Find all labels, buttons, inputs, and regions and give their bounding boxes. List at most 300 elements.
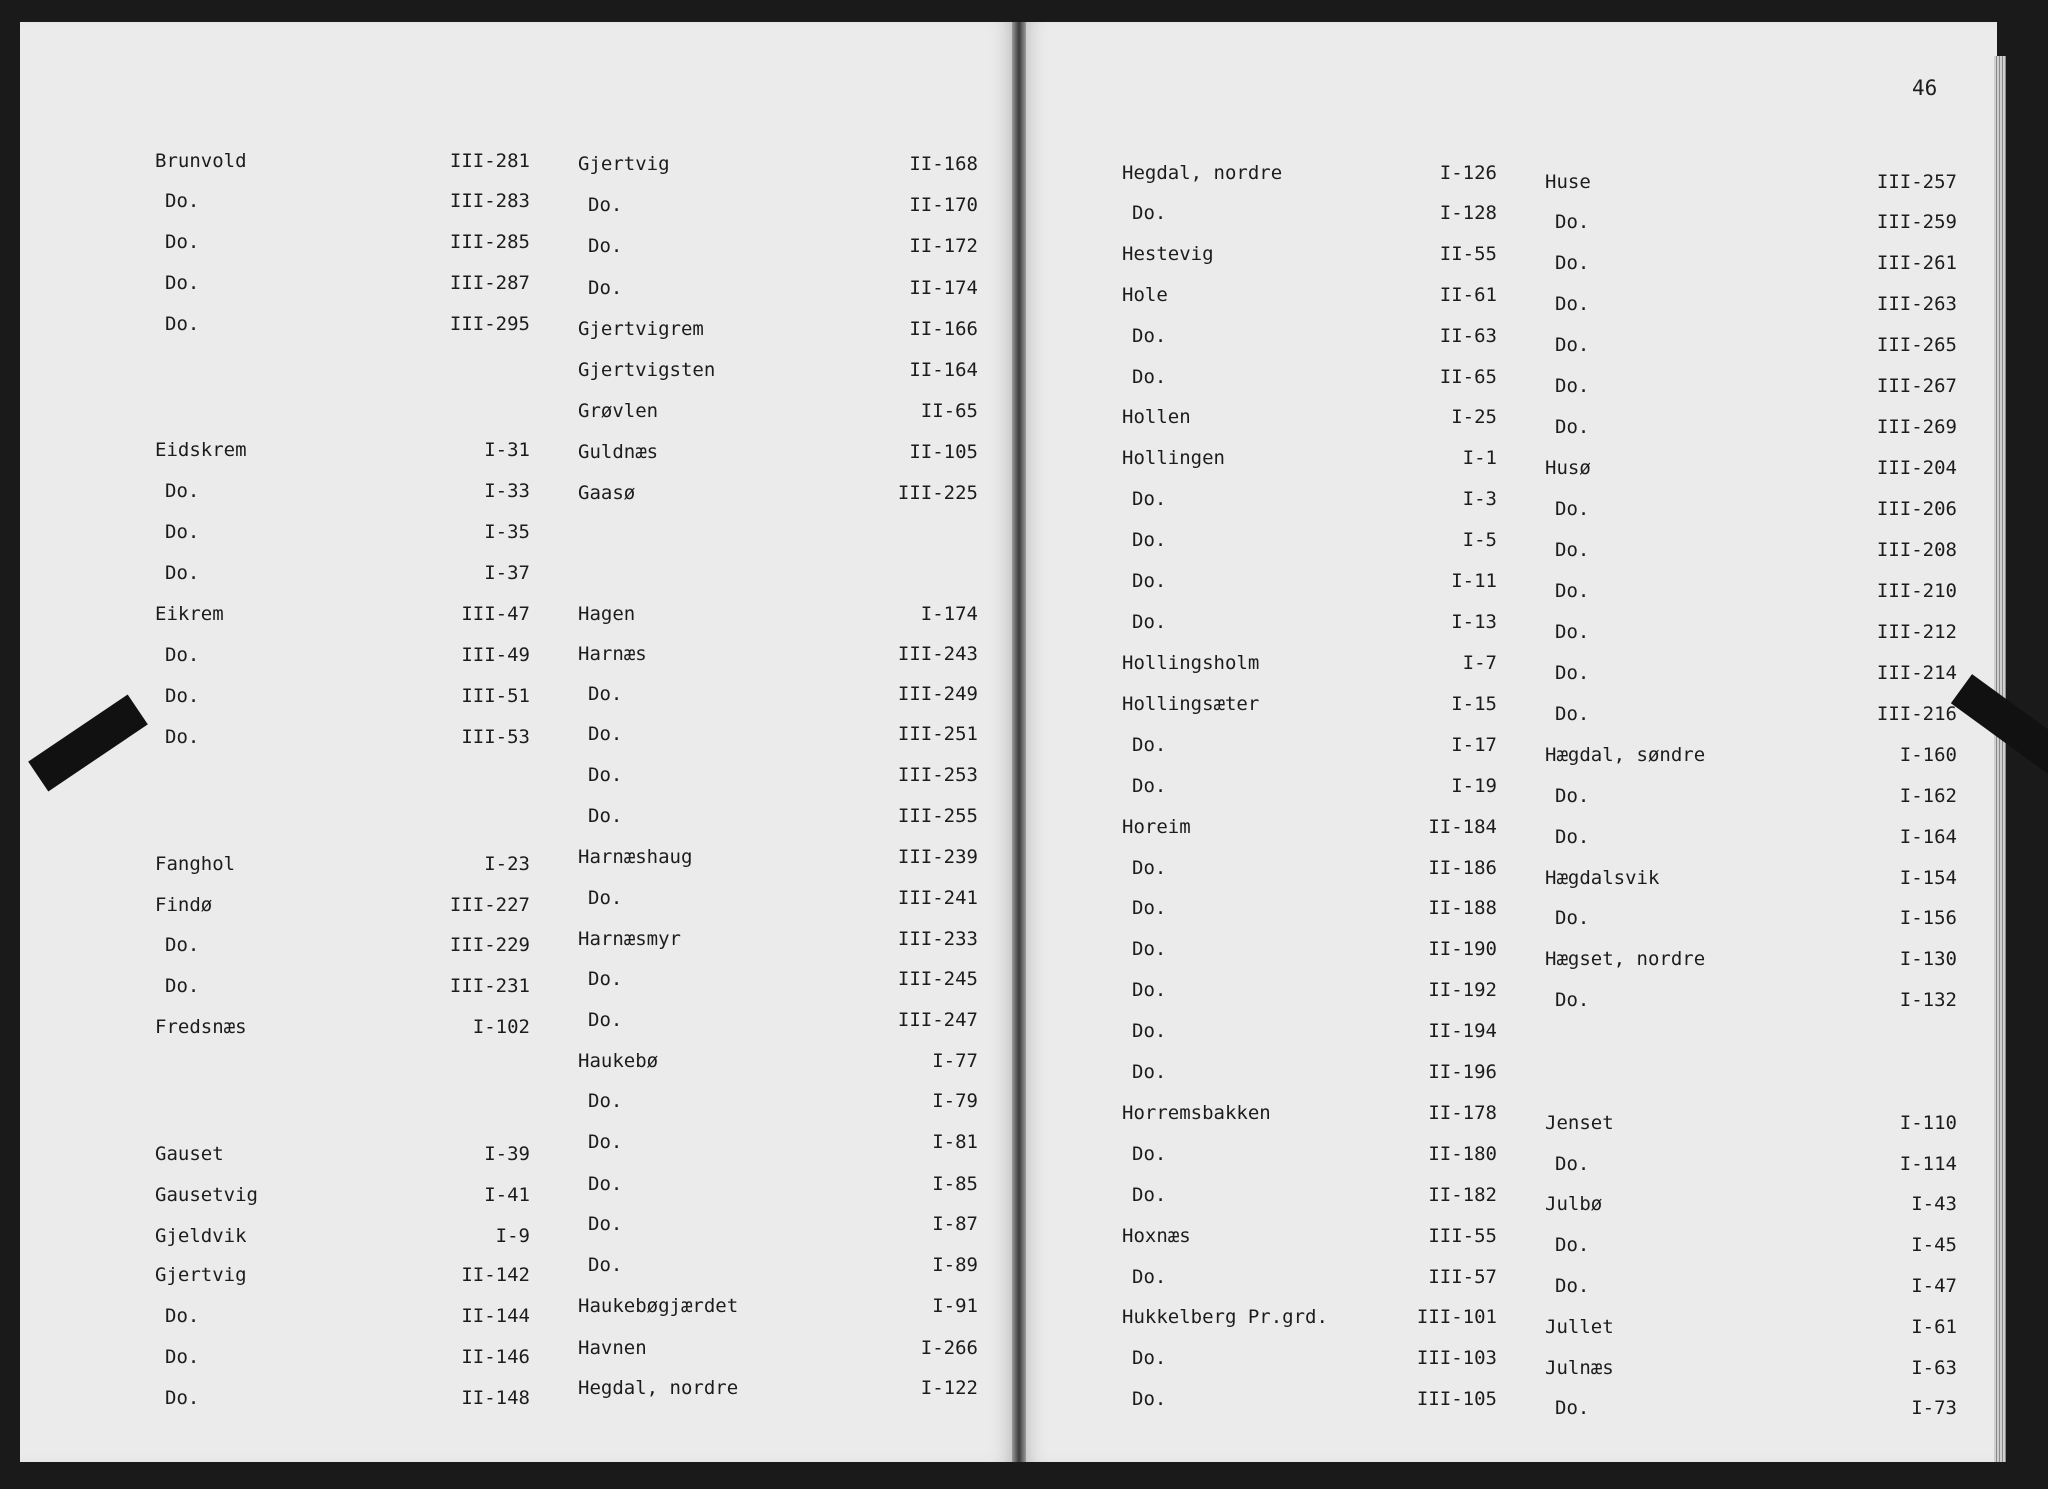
- entry-name: Hoxnæs: [1122, 1225, 1191, 1247]
- index-entry: [1122, 570, 1497, 596]
- index-entry: [1122, 1388, 1497, 1414]
- entry-name: Do.: [165, 480, 200, 502]
- entry-reference: I-114: [1899, 1153, 1957, 1175]
- entry-name: Do.: [1555, 662, 1590, 684]
- entry-reference: III-206: [1876, 498, 1957, 520]
- entry-reference: III-216: [1876, 703, 1957, 725]
- index-entry: [1545, 744, 1957, 770]
- index-entry: [155, 1016, 530, 1042]
- entry-name: Do.: [588, 1009, 623, 1031]
- index-entry: [1545, 252, 1957, 278]
- page-number: 46: [1912, 76, 1938, 100]
- entry-reference: I-132: [1899, 989, 1957, 1011]
- index-entry: [155, 313, 530, 339]
- index-entry: [155, 480, 530, 506]
- entry-name: Do.: [165, 1346, 200, 1368]
- index-entry: [1545, 375, 1957, 401]
- entry-reference: III-214: [1876, 662, 1957, 684]
- entry-name: Jullet: [1545, 1316, 1614, 1338]
- index-entry: [1545, 211, 1957, 237]
- index-entry: [1122, 447, 1497, 473]
- entry-name: Do.: [1555, 907, 1590, 929]
- entry-name: Harnæshaug: [578, 846, 693, 868]
- entry-name: Findø: [155, 894, 213, 916]
- entry-reference: II-105: [909, 441, 978, 463]
- entry-name: Gjeldvik: [155, 1225, 247, 1247]
- index-entry: [1545, 416, 1957, 442]
- entry-reference: I-63: [1911, 1357, 1957, 1379]
- entry-reference: III-259: [1876, 211, 1957, 233]
- entry-reference: I-126: [1439, 162, 1497, 184]
- entry-name: Do.: [1132, 1388, 1167, 1410]
- entry-name: Do.: [1132, 1347, 1167, 1369]
- entry-reference: II-182: [1428, 1184, 1497, 1206]
- entry-reference: I-39: [484, 1143, 530, 1165]
- index-entry: [1122, 1102, 1497, 1128]
- index-entry: [1122, 1020, 1497, 1046]
- index-entry: [1545, 1193, 1957, 1219]
- entry-name: Do.: [1555, 1397, 1590, 1419]
- index-entry: [1545, 989, 1957, 1015]
- entry-reference: I-130: [1899, 948, 1957, 970]
- entry-name: Harnæs: [578, 643, 647, 665]
- entry-reference: I-35: [484, 521, 530, 543]
- entry-reference: I-31: [484, 439, 530, 461]
- index-entry: [1122, 652, 1497, 678]
- entry-reference: I-128: [1439, 202, 1497, 224]
- index-entry: [1122, 734, 1497, 760]
- entry-reference: I-91: [932, 1295, 978, 1317]
- entry-name: Do.: [1555, 498, 1590, 520]
- index-entry: [1545, 580, 1957, 606]
- entry-reference: I-45: [1911, 1234, 1957, 1256]
- index-entry: [155, 1143, 530, 1169]
- entry-reference: III-210: [1876, 580, 1957, 602]
- index-entry: [1545, 867, 1957, 893]
- index-entry: [578, 968, 978, 994]
- entry-reference: I-61: [1911, 1316, 1957, 1338]
- entry-reference: I-81: [932, 1131, 978, 1153]
- index-entry: [155, 521, 530, 547]
- entry-name: Gaasø: [578, 482, 636, 504]
- index-entry: [578, 805, 978, 831]
- index-entry: [155, 644, 530, 670]
- index-entry: [578, 643, 978, 669]
- entry-name: Jenset: [1545, 1112, 1614, 1134]
- index-entry: [1545, 539, 1957, 565]
- index-entry: [1122, 979, 1497, 1005]
- entry-reference: II-192: [1428, 979, 1497, 1001]
- entry-name: Fanghol: [155, 853, 236, 875]
- entry-reference: I-160: [1899, 744, 1957, 766]
- entry-name: Do.: [165, 272, 200, 294]
- entry-reference: I-89: [932, 1254, 978, 1276]
- entry-reference: I-9: [495, 1225, 530, 1247]
- index-entry: [578, 359, 978, 385]
- entry-name: Do.: [588, 1131, 623, 1153]
- entry-reference: III-247: [897, 1009, 978, 1031]
- entry-name: Husø: [1545, 457, 1591, 479]
- entry-name: Do.: [1132, 1266, 1167, 1288]
- index-entry: [155, 685, 530, 711]
- entry-reference: I-15: [1451, 693, 1497, 715]
- entry-name: Do.: [1555, 375, 1590, 397]
- entry-name: Eikrem: [155, 603, 224, 625]
- index-entry: [1122, 202, 1497, 228]
- entry-name: Hestevig: [1122, 243, 1214, 265]
- entry-name: Hollingsæter: [1122, 693, 1260, 715]
- entry-reference: I-87: [932, 1213, 978, 1235]
- entry-name: Do.: [1555, 621, 1590, 643]
- index-entry: [578, 1254, 978, 1280]
- index-entry: [1122, 243, 1497, 269]
- index-entry: [578, 318, 978, 344]
- entry-reference: III-269: [1876, 416, 1957, 438]
- index-entry: [155, 1225, 530, 1251]
- entry-name: Do.: [1132, 857, 1167, 879]
- entry-reference: III-208: [1876, 539, 1957, 561]
- entry-reference: III-267: [1876, 375, 1957, 397]
- entry-reference: III-241: [897, 887, 978, 909]
- entry-reference: II-196: [1428, 1061, 1497, 1083]
- index-entry: [1545, 1357, 1957, 1383]
- entry-reference: II-184: [1428, 816, 1497, 838]
- entry-name: Do.: [1132, 734, 1167, 756]
- entry-name: Do.: [1132, 325, 1167, 347]
- entry-name: Do.: [165, 644, 200, 666]
- index-entry: [1122, 611, 1497, 637]
- entry-reference: III-227: [449, 894, 530, 916]
- index-entry: [1122, 1266, 1497, 1292]
- index-entry: [155, 934, 530, 960]
- entry-name: Haukebø: [578, 1050, 659, 1072]
- index-entry: [1545, 1397, 1957, 1423]
- entry-reference: I-25: [1451, 406, 1497, 428]
- index-entry: [1122, 162, 1497, 188]
- entry-name: Do.: [588, 1173, 623, 1195]
- entry-name: Do.: [1555, 989, 1590, 1011]
- entry-reference: III-265: [1876, 334, 1957, 356]
- entry-reference: I-13: [1451, 611, 1497, 633]
- entry-reference: II-142: [461, 1264, 530, 1286]
- entry-name: Horeim: [1122, 816, 1191, 838]
- entry-name: Do.: [588, 1090, 623, 1112]
- entry-name: Do.: [1555, 211, 1590, 233]
- entry-reference: II-63: [1439, 325, 1497, 347]
- entry-reference: II-170: [909, 194, 978, 216]
- index-entry: [155, 150, 530, 176]
- index-entry: [578, 603, 978, 629]
- entry-reference: II-180: [1428, 1143, 1497, 1165]
- index-entry: [1122, 1225, 1497, 1251]
- entry-reference: III-105: [1416, 1388, 1497, 1410]
- entry-reference: III-49: [461, 644, 530, 666]
- entry-name: Do.: [1555, 416, 1590, 438]
- entry-reference: III-283: [449, 190, 530, 212]
- index-entry: [1545, 785, 1957, 811]
- entry-reference: II-65: [1439, 366, 1497, 388]
- entry-name: Hægset, nordre: [1545, 948, 1706, 970]
- index-entry: [155, 1264, 530, 1290]
- entry-name: Horremsbakken: [1122, 1102, 1271, 1124]
- index-entry: [578, 1295, 978, 1321]
- entry-name: Do.: [165, 313, 200, 335]
- entry-reference: I-37: [484, 562, 530, 584]
- entry-reference: III-287: [449, 272, 530, 294]
- entry-reference: I-33: [484, 480, 530, 502]
- entry-name: Huse: [1545, 171, 1591, 193]
- entry-name: Do.: [1555, 580, 1590, 602]
- index-entry: [1122, 488, 1497, 514]
- page-edge: [1994, 56, 2006, 1462]
- index-entry: [155, 726, 530, 752]
- entry-name: Hægdalsvik: [1545, 867, 1660, 889]
- entry-reference: II-164: [909, 359, 978, 381]
- entry-reference: III-255: [897, 805, 978, 827]
- entry-name: Do.: [1555, 1234, 1590, 1256]
- entry-reference: III-285: [449, 231, 530, 253]
- index-entry: [155, 272, 530, 298]
- entry-name: Do.: [1555, 539, 1590, 561]
- entry-name: Hollingen: [1122, 447, 1225, 469]
- entry-name: Julbø: [1545, 1193, 1603, 1215]
- index-entry: [155, 190, 530, 216]
- index-entry: [578, 1213, 978, 1239]
- index-entry: [578, 887, 978, 913]
- entry-name: Do.: [165, 562, 200, 584]
- index-entry: [1122, 1143, 1497, 1169]
- entry-name: Brunvold: [155, 150, 247, 172]
- index-entry: [1545, 621, 1957, 647]
- index-entry: [1122, 325, 1497, 351]
- index-entry: [578, 1173, 978, 1199]
- entry-name: Do.: [1132, 611, 1167, 633]
- entry-reference: I-122: [920, 1377, 978, 1399]
- entry-name: Do.: [1132, 1061, 1167, 1083]
- entry-reference: I-1: [1462, 447, 1497, 469]
- entry-reference: I-3: [1462, 488, 1497, 510]
- entry-reference: III-57: [1428, 1266, 1497, 1288]
- entry-name: Do.: [165, 726, 200, 748]
- index-entry: [155, 231, 530, 257]
- entry-name: Do.: [1132, 938, 1167, 960]
- entry-name: Do.: [1132, 529, 1167, 551]
- entry-reference: I-174: [920, 603, 978, 625]
- entry-reference: II-168: [909, 153, 978, 175]
- entry-name: Do.: [1555, 252, 1590, 274]
- entry-reference: I-266: [920, 1337, 978, 1359]
- entry-reference: III-249: [897, 683, 978, 705]
- entry-name: Do.: [165, 685, 200, 707]
- entry-reference: III-239: [897, 846, 978, 868]
- index-entry: [155, 1346, 530, 1372]
- entry-reference: III-204: [1876, 457, 1957, 479]
- entry-name: Hollen: [1122, 406, 1191, 428]
- index-entry: [1545, 293, 1957, 319]
- index-entry: [578, 153, 978, 179]
- index-entry: [155, 603, 530, 629]
- entry-reference: I-5: [1462, 529, 1497, 551]
- entry-name: Do.: [588, 887, 623, 909]
- entry-name: Hegdal, nordre: [578, 1377, 739, 1399]
- entry-reference: II-186: [1428, 857, 1497, 879]
- index-entry: [578, 277, 978, 303]
- entry-name: Gjertvigrem: [578, 318, 704, 340]
- entry-name: Do.: [165, 521, 200, 543]
- entry-reference: III-251: [897, 723, 978, 745]
- entry-name: Do.: [1555, 1153, 1590, 1175]
- index-entry: [1545, 826, 1957, 852]
- index-entry: [1122, 816, 1497, 842]
- index-entry: [155, 1184, 530, 1210]
- entry-reference: II-188: [1428, 897, 1497, 919]
- index-entry: [155, 894, 530, 920]
- entry-name: Fredsnæs: [155, 1016, 247, 1038]
- index-entry: [1122, 775, 1497, 801]
- entry-reference: II-194: [1428, 1020, 1497, 1042]
- entry-reference: III-233: [897, 928, 978, 950]
- index-entry: [578, 194, 978, 220]
- entry-reference: II-65: [920, 400, 978, 422]
- index-entry: [578, 723, 978, 749]
- entry-name: Gjertvigsten: [578, 359, 716, 381]
- entry-reference: III-47: [461, 603, 530, 625]
- entry-name: Hollingsholm: [1122, 652, 1260, 674]
- entry-name: Do.: [588, 194, 623, 216]
- index-entry: [578, 482, 978, 508]
- entry-name: Do.: [588, 235, 623, 257]
- book-spine: [1012, 22, 1026, 1462]
- index-entry: [155, 1305, 530, 1331]
- entry-reference: II-172: [909, 235, 978, 257]
- index-entry: [1545, 1153, 1957, 1179]
- index-entry: [1122, 1306, 1497, 1332]
- entry-reference: III-229: [449, 934, 530, 956]
- entry-name: Hagen: [578, 603, 636, 625]
- entry-reference: II-178: [1428, 1102, 1497, 1124]
- entry-reference: III-212: [1876, 621, 1957, 643]
- entry-name: Do.: [1132, 366, 1167, 388]
- index-entry: [578, 1009, 978, 1035]
- entry-name: Do.: [165, 190, 200, 212]
- entry-name: Gjertvig: [578, 153, 670, 175]
- index-entry: [155, 1387, 530, 1413]
- index-entry: [578, 764, 978, 790]
- index-entry: [578, 683, 978, 709]
- index-entry: [578, 1050, 978, 1076]
- entry-reference: III-295: [449, 313, 530, 335]
- entry-name: Do.: [1555, 334, 1590, 356]
- index-entry: [1545, 703, 1957, 729]
- index-entry: [1545, 334, 1957, 360]
- index-entry: [1122, 406, 1497, 432]
- index-entry: [1545, 171, 1957, 197]
- entry-name: Do.: [588, 805, 623, 827]
- entry-name: Do.: [1555, 703, 1590, 725]
- entry-reference: II-166: [909, 318, 978, 340]
- index-entry: [1545, 1316, 1957, 1342]
- entry-name: Do.: [1132, 1143, 1167, 1165]
- index-entry: [1545, 1112, 1957, 1138]
- entry-name: Do.: [1555, 826, 1590, 848]
- entry-reference: I-77: [932, 1050, 978, 1072]
- index-entry: [1122, 1061, 1497, 1087]
- entry-reference: III-263: [1876, 293, 1957, 315]
- entry-name: Eidskrem: [155, 439, 247, 461]
- index-entry: [1122, 897, 1497, 923]
- entry-name: Guldnæs: [578, 441, 659, 463]
- index-entry: [1545, 948, 1957, 974]
- index-entry: [1545, 1234, 1957, 1260]
- entry-reference: III-103: [1416, 1347, 1497, 1369]
- entry-reference: III-101: [1416, 1306, 1497, 1328]
- entry-name: Do.: [588, 764, 623, 786]
- index-entry: [155, 853, 530, 879]
- entry-reference: II-61: [1439, 284, 1497, 306]
- index-entry: [578, 846, 978, 872]
- entry-reference: II-174: [909, 277, 978, 299]
- entry-name: Haukebøgjærdet: [578, 1295, 739, 1317]
- entry-reference: I-154: [1899, 867, 1957, 889]
- entry-reference: II-190: [1428, 938, 1497, 960]
- entry-reference: III-261: [1876, 252, 1957, 274]
- index-entry: [578, 235, 978, 261]
- entry-reference: I-17: [1451, 734, 1497, 756]
- entry-reference: III-53: [461, 726, 530, 748]
- entry-reference: III-253: [897, 764, 978, 786]
- entry-reference: I-41: [484, 1184, 530, 1206]
- entry-reference: I-110: [1899, 1112, 1957, 1134]
- entry-reference: I-79: [932, 1090, 978, 1112]
- entry-reference: I-11: [1451, 570, 1497, 592]
- entry-reference: I-47: [1911, 1275, 1957, 1297]
- entry-name: Do.: [1132, 1020, 1167, 1042]
- entry-name: Gauset: [155, 1143, 224, 1165]
- entry-name: Do.: [1555, 785, 1590, 807]
- index-entry: [1545, 662, 1957, 688]
- entry-name: Do.: [1132, 570, 1167, 592]
- entry-reference: I-102: [472, 1016, 530, 1038]
- index-entry: [578, 1377, 978, 1403]
- index-entry: [1122, 366, 1497, 392]
- entry-reference: I-43: [1911, 1193, 1957, 1215]
- entry-name: Do.: [588, 1213, 623, 1235]
- index-entry: [1122, 284, 1497, 310]
- entry-name: Do.: [588, 683, 623, 705]
- index-entry: [1545, 457, 1957, 483]
- entry-reference: III-281: [449, 150, 530, 172]
- index-entry: [578, 1090, 978, 1116]
- index-entry: [1545, 907, 1957, 933]
- entry-name: Do.: [1132, 775, 1167, 797]
- entry-reference: II-144: [461, 1305, 530, 1327]
- index-entry: [155, 439, 530, 465]
- entry-reference: II-146: [461, 1346, 530, 1368]
- entry-reference: II-148: [461, 1387, 530, 1409]
- index-entry: [1122, 529, 1497, 555]
- entry-name: Do.: [588, 277, 623, 299]
- entry-name: Do.: [1132, 202, 1167, 224]
- entry-name: Gjertvig: [155, 1264, 247, 1286]
- entry-name: Havnen: [578, 1337, 647, 1359]
- entry-name: Do.: [588, 723, 623, 745]
- entry-reference: I-164: [1899, 826, 1957, 848]
- entry-reference: III-231: [449, 975, 530, 997]
- entry-reference: III-51: [461, 685, 530, 707]
- index-entry: [1122, 857, 1497, 883]
- entry-name: Hægdal, søndre: [1545, 744, 1706, 766]
- entry-name: Hegdal, nordre: [1122, 162, 1283, 184]
